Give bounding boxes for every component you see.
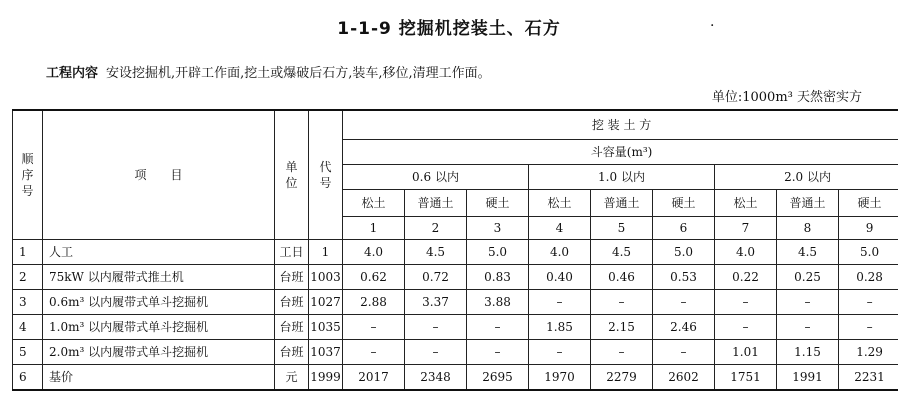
row-value: 0.40 (529, 265, 591, 290)
row-value: – (343, 340, 405, 365)
row-value: – (405, 315, 467, 340)
row-value: – (591, 290, 653, 315)
header-soil: 硬土 (839, 190, 898, 217)
row-value: – (343, 315, 405, 340)
row-seq: 5 (13, 340, 43, 365)
row-unit: 工日 (275, 240, 309, 265)
row-code: 1027 (309, 290, 343, 315)
row-value: 0.22 (715, 265, 777, 290)
row-value: 1970 (529, 365, 591, 391)
row-item: 人工 (43, 240, 275, 265)
row-value: 4.5 (777, 240, 839, 265)
row-value: – (467, 340, 529, 365)
row-unit: 台班 (275, 315, 309, 340)
row-value: 1.85 (529, 315, 591, 340)
table-row (13, 340, 898, 365)
unit-note: 单位:1000m³ 天然密实方 (711, 90, 862, 105)
row-value: 4.5 (405, 240, 467, 265)
work-content (46, 62, 491, 81)
header-soil: 松土 (715, 190, 777, 217)
header-col-number: 6 (653, 217, 715, 240)
row-value: 0.46 (591, 265, 653, 290)
table-row (13, 315, 898, 340)
work-content-label: 工程内容 (46, 66, 99, 81)
row-value: 1991 (777, 365, 839, 391)
row-item: 0.6m³ 以内履带式单斗挖掘机 (43, 290, 275, 315)
header-soil: 普通土 (591, 190, 653, 217)
header-bucket: 斗容量(m³) (343, 140, 898, 165)
row-value: 0.72 (405, 265, 467, 290)
stray-mark: · (710, 18, 715, 34)
row-value: – (467, 315, 529, 340)
row-value: 2231 (839, 365, 898, 391)
header-capacity-2: 2.0 以内 (715, 165, 898, 190)
header-soil: 松土 (343, 190, 405, 217)
table-row (13, 290, 898, 315)
header-code (309, 110, 343, 240)
row-value: 5.0 (653, 240, 715, 265)
header-seq-text: 顺 序 号 (21, 152, 34, 198)
header-seq (13, 110, 43, 240)
row-code: 1035 (309, 315, 343, 340)
row-item: 1.0m³ 以内履带式单斗挖掘机 (43, 315, 275, 340)
header-soil: 硬土 (467, 190, 529, 217)
row-value: – (405, 340, 467, 365)
row-value: 2.15 (591, 315, 653, 340)
row-unit: 台班 (275, 340, 309, 365)
row-unit: 台班 (275, 265, 309, 290)
row-value: 2.46 (653, 315, 715, 340)
header-soil: 普通土 (405, 190, 467, 217)
header-col-number: 9 (839, 217, 898, 240)
row-code: 1003 (309, 265, 343, 290)
row-value: 3.37 (405, 290, 467, 315)
row-value: – (653, 290, 715, 315)
header-item: 项 目 (43, 110, 275, 240)
row-value: – (529, 290, 591, 315)
header-col-number: 5 (591, 217, 653, 240)
row-value: 5.0 (467, 240, 529, 265)
table-row (13, 265, 898, 290)
header-col-number: 2 (405, 217, 467, 240)
row-unit: 台班 (275, 290, 309, 315)
row-value: 0.28 (839, 265, 898, 290)
header-soil: 松土 (529, 190, 591, 217)
row-value: – (777, 315, 839, 340)
row-value: 1.29 (839, 340, 898, 365)
row-value: 1751 (715, 365, 777, 391)
row-value: 4.5 (591, 240, 653, 265)
row-seq: 6 (13, 365, 43, 391)
row-value: – (839, 315, 898, 340)
header-soil: 普通土 (777, 190, 839, 217)
row-seq: 2 (13, 265, 43, 290)
row-value: – (715, 315, 777, 340)
row-item: 基价 (43, 365, 275, 391)
row-seq: 4 (13, 315, 43, 340)
row-seq: 1 (13, 240, 43, 265)
header-capacity-0: 0.6 以内 (343, 165, 529, 190)
row-value: 5.0 (839, 240, 898, 265)
row-value: 1.01 (715, 340, 777, 365)
row-value: 0.25 (777, 265, 839, 290)
row-value: 2017 (343, 365, 405, 391)
header-code-text: 代 号 (319, 160, 332, 190)
header-col-number: 4 (529, 217, 591, 240)
row-value: 0.62 (343, 265, 405, 290)
row-value: 2695 (467, 365, 529, 391)
row-code: 1999 (309, 365, 343, 391)
row-value: 3.88 (467, 290, 529, 315)
row-value: – (777, 290, 839, 315)
row-value: – (591, 340, 653, 365)
row-value: – (715, 290, 777, 315)
row-value: 0.83 (467, 265, 529, 290)
row-value: – (653, 340, 715, 365)
header-soil: 硬土 (653, 190, 715, 217)
page-title: 1-1-9 挖掘机挖装土、石方 (337, 19, 561, 39)
header-col-number: 3 (467, 217, 529, 240)
row-code: 1037 (309, 340, 343, 365)
row-value: 2.88 (343, 290, 405, 315)
table-row (13, 240, 898, 265)
row-value: 2602 (653, 365, 715, 391)
row-value: 2348 (405, 365, 467, 391)
header-col-number: 1 (343, 217, 405, 240)
row-code: 1 (309, 240, 343, 265)
row-item: 75kW 以内履带式推土机 (43, 265, 275, 290)
quota-table (12, 109, 898, 391)
header-unit (275, 110, 309, 240)
header-unit-text: 单 位 (285, 160, 298, 190)
row-value: 4.0 (343, 240, 405, 265)
header-col-number: 7 (715, 217, 777, 240)
header-col-number: 8 (777, 217, 839, 240)
row-value: 1.15 (777, 340, 839, 365)
row-value: 0.53 (653, 265, 715, 290)
row-value: 2279 (591, 365, 653, 391)
row-value: 4.0 (529, 240, 591, 265)
work-content-text: 安设挖掘机,开辟工作面,挖土或爆破后石方,装车,移位,清理工作面。 (106, 66, 491, 81)
header-group: 挖 装 土 方 (343, 110, 898, 140)
header-capacity-1: 1.0 以内 (529, 165, 715, 190)
row-value: 4.0 (715, 240, 777, 265)
row-unit: 元 (275, 365, 309, 391)
row-value: – (839, 290, 898, 315)
row-item: 2.0m³ 以内履带式单斗挖掘机 (43, 340, 275, 365)
table-row (13, 365, 898, 391)
row-seq: 3 (13, 290, 43, 315)
row-value: – (529, 340, 591, 365)
